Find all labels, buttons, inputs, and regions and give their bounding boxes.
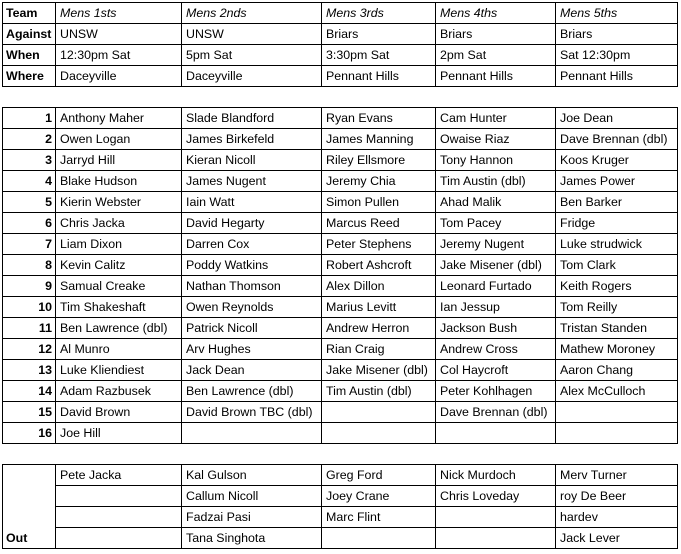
spacer-row bbox=[3, 444, 678, 465]
out-player-name: Chris Loveday bbox=[436, 486, 556, 507]
fixture-label: When bbox=[3, 45, 56, 66]
player-name: Kierin Webster bbox=[56, 192, 182, 213]
player-name: Marcus Reed bbox=[322, 213, 436, 234]
team-header: Mens 4ths bbox=[436, 3, 556, 24]
player-name: Jeremy Chia bbox=[322, 171, 436, 192]
fixture-label: Where bbox=[3, 66, 56, 87]
out-player-name bbox=[436, 528, 556, 549]
player-name: Blake Hudson bbox=[56, 171, 182, 192]
player-name: Luke strudwick bbox=[556, 234, 678, 255]
fixture-value: 2pm Sat bbox=[436, 45, 556, 66]
player-number: 9 bbox=[3, 276, 56, 297]
fixture-row bbox=[3, 24, 678, 45]
fixture-row bbox=[3, 45, 678, 66]
out-label-cell bbox=[3, 507, 56, 528]
spacer-cell bbox=[182, 87, 322, 108]
player-number: 11 bbox=[3, 318, 56, 339]
out-player-name: Nick Murdoch bbox=[436, 465, 556, 486]
team-sheet-table bbox=[2, 2, 678, 549]
player-name: Arv Hughes bbox=[182, 339, 322, 360]
out-label-cell bbox=[3, 465, 56, 486]
player-name: Andrew Cross bbox=[436, 339, 556, 360]
fixture-value: Briars bbox=[556, 24, 678, 45]
player-row bbox=[3, 255, 678, 276]
player-row bbox=[3, 318, 678, 339]
out-player-name: Callum Nicoll bbox=[182, 486, 322, 507]
player-name: Anthony Maher bbox=[56, 108, 182, 129]
player-number: 16 bbox=[3, 423, 56, 444]
player-name: Tom Reilly bbox=[556, 297, 678, 318]
player-name: Tom Clark bbox=[556, 255, 678, 276]
player-name: Samual Creake bbox=[56, 276, 182, 297]
player-number: 4 bbox=[3, 171, 56, 192]
player-row bbox=[3, 276, 678, 297]
spacer-row bbox=[3, 87, 678, 108]
player-number: 2 bbox=[3, 129, 56, 150]
player-name: Peter Kohlhagen bbox=[436, 381, 556, 402]
player-name bbox=[322, 423, 436, 444]
player-number: 12 bbox=[3, 339, 56, 360]
player-name bbox=[182, 423, 322, 444]
player-number: 6 bbox=[3, 213, 56, 234]
player-number: 8 bbox=[3, 255, 56, 276]
player-name: Tim Shakeshaft bbox=[56, 297, 182, 318]
out-player-name: Fadzai Pasi bbox=[182, 507, 322, 528]
player-name: Leonard Furtado bbox=[436, 276, 556, 297]
out-label-cell bbox=[3, 486, 56, 507]
player-name: Rian Craig bbox=[322, 339, 436, 360]
spacer-cell bbox=[436, 444, 556, 465]
player-row bbox=[3, 381, 678, 402]
team-sheet-body bbox=[3, 3, 678, 549]
player-number: 3 bbox=[3, 150, 56, 171]
player-name: Luke Kliendiest bbox=[56, 360, 182, 381]
player-name: Riley Ellsmore bbox=[322, 150, 436, 171]
player-name: Tim Austin (dbl) bbox=[322, 381, 436, 402]
fixture-value: Pennant Hills bbox=[322, 66, 436, 87]
player-name: Tom Pacey bbox=[436, 213, 556, 234]
out-label: Out bbox=[3, 528, 56, 549]
spacer-cell bbox=[3, 87, 56, 108]
player-name: Iain Watt bbox=[182, 192, 322, 213]
spacer-cell bbox=[322, 444, 436, 465]
player-name: Owen Reynolds bbox=[182, 297, 322, 318]
player-name: Ben Barker bbox=[556, 192, 678, 213]
player-name bbox=[322, 402, 436, 423]
player-row bbox=[3, 339, 678, 360]
player-row bbox=[3, 423, 678, 444]
out-player-name: Joey Crane bbox=[322, 486, 436, 507]
fixture-value: Sat 12:30pm bbox=[556, 45, 678, 66]
team-header: Mens 5ths bbox=[556, 3, 678, 24]
out-player-name bbox=[436, 507, 556, 528]
player-name: Chris Jacka bbox=[56, 213, 182, 234]
fixture-row bbox=[3, 66, 678, 87]
out-player-name: Marc Flint bbox=[322, 507, 436, 528]
spacer-cell bbox=[56, 87, 182, 108]
fixture-value: 12:30pm Sat bbox=[56, 45, 182, 66]
out-player-name: Tana Singhota bbox=[182, 528, 322, 549]
spacer-cell bbox=[56, 444, 182, 465]
player-name: Tony Hannon bbox=[436, 150, 556, 171]
player-name: Tim Austin (dbl) bbox=[436, 171, 556, 192]
player-name: Jackson Bush bbox=[436, 318, 556, 339]
player-name: Alex Dillon bbox=[322, 276, 436, 297]
spacer-cell bbox=[182, 444, 322, 465]
out-player-name bbox=[56, 486, 182, 507]
team-header: Mens 2nds bbox=[182, 3, 322, 24]
player-name: David Brown TBC (dbl) bbox=[182, 402, 322, 423]
fixture-value: UNSW bbox=[56, 24, 182, 45]
player-name: James Birkefeld bbox=[182, 129, 322, 150]
player-number: 10 bbox=[3, 297, 56, 318]
fixture-value: UNSW bbox=[182, 24, 322, 45]
player-row bbox=[3, 192, 678, 213]
player-name: Simon Pullen bbox=[322, 192, 436, 213]
out-player-name: Greg Ford bbox=[322, 465, 436, 486]
player-name: Kieran Nicoll bbox=[182, 150, 322, 171]
player-name: Joe Dean bbox=[556, 108, 678, 129]
player-name: Patrick Nicoll bbox=[182, 318, 322, 339]
out-player-name: Merv Turner bbox=[556, 465, 678, 486]
player-name: Poddy Watkins bbox=[182, 255, 322, 276]
player-name: Kevin Calitz bbox=[56, 255, 182, 276]
player-name: Alex McCulloch bbox=[556, 381, 678, 402]
out-player-name bbox=[56, 507, 182, 528]
player-name: Jake Misener (dbl) bbox=[322, 360, 436, 381]
spacer-cell bbox=[556, 87, 678, 108]
player-name: Ian Jessup bbox=[436, 297, 556, 318]
out-player-name: roy De Beer bbox=[556, 486, 678, 507]
player-name bbox=[436, 423, 556, 444]
player-name: Jarryd Hill bbox=[56, 150, 182, 171]
player-name: James Power bbox=[556, 171, 678, 192]
player-row bbox=[3, 402, 678, 423]
player-number: 14 bbox=[3, 381, 56, 402]
player-name: Tristan Standen bbox=[556, 318, 678, 339]
player-number: 13 bbox=[3, 360, 56, 381]
fixture-value: 3:30pm Sat bbox=[322, 45, 436, 66]
header-row bbox=[3, 3, 678, 24]
player-name: Al Munro bbox=[56, 339, 182, 360]
player-name: Cam Hunter bbox=[436, 108, 556, 129]
player-name: Joe Hill bbox=[56, 423, 182, 444]
team-header: Mens 3rds bbox=[322, 3, 436, 24]
player-row bbox=[3, 234, 678, 255]
fixture-value: Daceyville bbox=[56, 66, 182, 87]
player-name: Ahad Malik bbox=[436, 192, 556, 213]
spacer-cell bbox=[556, 444, 678, 465]
player-name: Owaise Riaz bbox=[436, 129, 556, 150]
player-number: 1 bbox=[3, 108, 56, 129]
out-player-name bbox=[56, 528, 182, 549]
player-number: 15 bbox=[3, 402, 56, 423]
player-row bbox=[3, 150, 678, 171]
spacer-cell bbox=[322, 87, 436, 108]
out-row bbox=[3, 465, 678, 486]
player-name: Adam Razbusek bbox=[56, 381, 182, 402]
player-name: David Brown bbox=[56, 402, 182, 423]
player-row bbox=[3, 108, 678, 129]
fixture-value: Briars bbox=[322, 24, 436, 45]
player-name: James Manning bbox=[322, 129, 436, 150]
player-name: Nathan Thomson bbox=[182, 276, 322, 297]
out-player-name: Jack Lever bbox=[556, 528, 678, 549]
player-name: Slade Blandford bbox=[182, 108, 322, 129]
fixture-value: Briars bbox=[436, 24, 556, 45]
player-name: Dave Brennan (dbl) bbox=[436, 402, 556, 423]
out-player-name: Pete Jacka bbox=[56, 465, 182, 486]
fixture-label: Against bbox=[3, 24, 56, 45]
player-name: Ben Lawrence (dbl) bbox=[182, 381, 322, 402]
out-row bbox=[3, 507, 678, 528]
player-row bbox=[3, 213, 678, 234]
player-row bbox=[3, 297, 678, 318]
player-name: Fridge bbox=[556, 213, 678, 234]
player-name bbox=[556, 402, 678, 423]
spacer-cell bbox=[436, 87, 556, 108]
player-name: Darren Cox bbox=[182, 234, 322, 255]
player-name: Robert Ashcroft bbox=[322, 255, 436, 276]
player-name: Ben Lawrence (dbl) bbox=[56, 318, 182, 339]
player-row bbox=[3, 171, 678, 192]
player-name: Peter Stephens bbox=[322, 234, 436, 255]
player-name bbox=[556, 423, 678, 444]
player-name: Dave Brennan (dbl) bbox=[556, 129, 678, 150]
player-name: Mathew Moroney bbox=[556, 339, 678, 360]
player-name: Keith Rogers bbox=[556, 276, 678, 297]
player-name: Jeremy Nugent bbox=[436, 234, 556, 255]
team-label: Team bbox=[3, 3, 56, 24]
player-name: Col Haycroft bbox=[436, 360, 556, 381]
player-name: Ryan Evans bbox=[322, 108, 436, 129]
out-player-name: Kal Gulson bbox=[182, 465, 322, 486]
player-number: 5 bbox=[3, 192, 56, 213]
player-name: Marius Levitt bbox=[322, 297, 436, 318]
player-name: Andrew Herron bbox=[322, 318, 436, 339]
out-player-name bbox=[322, 528, 436, 549]
player-name: James Nugent bbox=[182, 171, 322, 192]
out-player-name: hardev bbox=[556, 507, 678, 528]
player-name: David Hegarty bbox=[182, 213, 322, 234]
player-row bbox=[3, 129, 678, 150]
player-name: Koos Kruger bbox=[556, 150, 678, 171]
spacer-cell bbox=[3, 444, 56, 465]
fixture-value: Pennant Hills bbox=[556, 66, 678, 87]
player-name: Jack Dean bbox=[182, 360, 322, 381]
player-name: Owen Logan bbox=[56, 129, 182, 150]
team-header: Mens 1sts bbox=[56, 3, 182, 24]
player-row bbox=[3, 360, 678, 381]
player-name: Jake Misener (dbl) bbox=[436, 255, 556, 276]
out-row bbox=[3, 528, 678, 549]
fixture-value: 5pm Sat bbox=[182, 45, 322, 66]
player-name: Liam Dixon bbox=[56, 234, 182, 255]
player-number: 7 bbox=[3, 234, 56, 255]
out-row bbox=[3, 486, 678, 507]
player-name: Aaron Chang bbox=[556, 360, 678, 381]
fixture-value: Pennant Hills bbox=[436, 66, 556, 87]
fixture-value: Daceyville bbox=[182, 66, 322, 87]
